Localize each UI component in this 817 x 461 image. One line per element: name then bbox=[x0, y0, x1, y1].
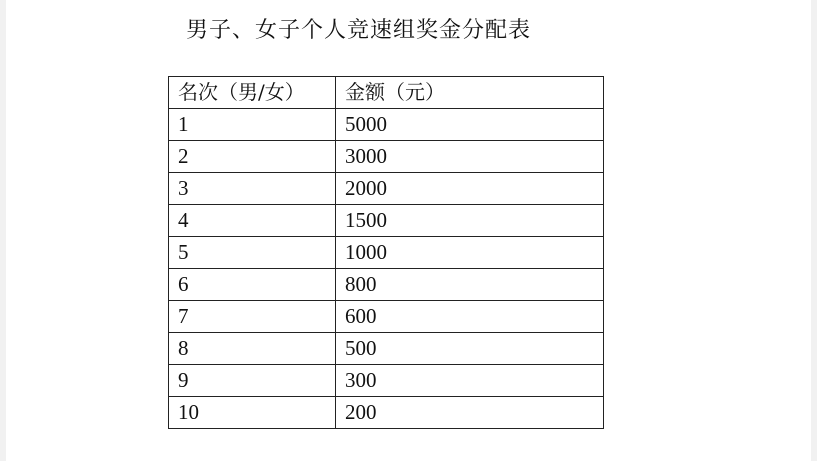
table-row bbox=[169, 269, 604, 301]
amount-cell: 3000 bbox=[336, 141, 604, 173]
rank-cell: 6 bbox=[169, 269, 336, 301]
rank-cell: 9 bbox=[169, 365, 336, 397]
table-row bbox=[169, 173, 604, 205]
amount-cell: 800 bbox=[336, 269, 604, 301]
document-page bbox=[6, 0, 811, 461]
amount-cell: 600 bbox=[336, 301, 604, 333]
rank-cell: 8 bbox=[169, 333, 336, 365]
prize-distribution-table bbox=[168, 76, 604, 429]
amount-cell: 300 bbox=[336, 365, 604, 397]
table-row bbox=[169, 141, 604, 173]
table-row bbox=[169, 333, 604, 365]
rank-cell: 7 bbox=[169, 301, 336, 333]
table-row bbox=[169, 397, 604, 429]
rank-column-header: 名次（男/女） bbox=[169, 77, 336, 109]
amount-cell: 1500 bbox=[336, 205, 604, 237]
rank-cell: 4 bbox=[169, 205, 336, 237]
table-row bbox=[169, 301, 604, 333]
table-row bbox=[169, 205, 604, 237]
rank-cell: 10 bbox=[169, 397, 336, 429]
rank-cell: 1 bbox=[169, 109, 336, 141]
table-row bbox=[169, 365, 604, 397]
rank-cell: 2 bbox=[169, 141, 336, 173]
amount-cell: 1000 bbox=[336, 237, 604, 269]
table-row bbox=[169, 237, 604, 269]
table-header-row bbox=[169, 77, 604, 109]
amount-cell: 2000 bbox=[336, 173, 604, 205]
rank-cell: 3 bbox=[169, 173, 336, 205]
amount-cell: 200 bbox=[336, 397, 604, 429]
amount-cell: 500 bbox=[336, 333, 604, 365]
amount-cell: 5000 bbox=[336, 109, 604, 141]
document-title: 男子、女子个人竞速组奖金分配表 bbox=[186, 18, 532, 43]
rank-cell: 5 bbox=[169, 237, 336, 269]
table-row bbox=[169, 109, 604, 141]
amount-column-header: 金额（元） bbox=[336, 77, 604, 109]
